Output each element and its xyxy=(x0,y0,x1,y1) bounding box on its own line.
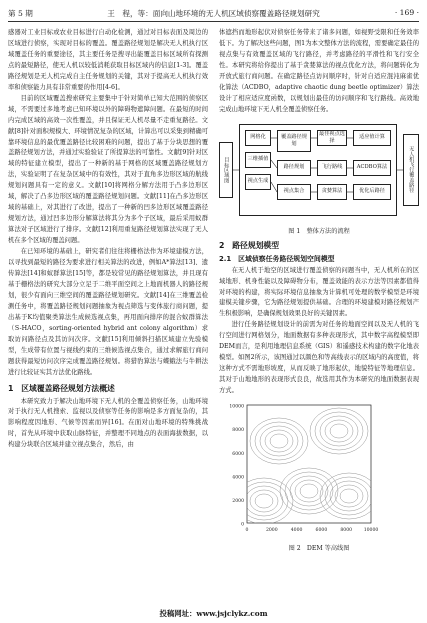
plot-frame xyxy=(247,405,371,523)
running-title: 王 程，等：面向山地环境的无人机区域侦察覆盖路径规划研究 xyxy=(107,9,320,18)
y-tick-label: 0 xyxy=(241,522,244,528)
flow-arrows xyxy=(219,120,419,224)
flow-box: 飞行路线 xyxy=(317,160,347,176)
flow-box: 贪婪算法 xyxy=(317,184,347,200)
paragraph: 在已知环境的基础上，研究者们往往将栅格法作为环境建模方法，以寻找到最短的路径为要求进行相关算法的改进，例如A*算法[13]、遗传算法[14]和蚁群算法[15]等，都是较常见的路径规划算法，并且现有基于栅格法的研究大部分立足于二维平面空间之上地面机器人的路径规划，很少有面向三维空间的覆盖路径规划研究。文献[14]在三维覆盖检测任务中，将覆盖路径规划问题抽象为视点筛选与变体旅行商问题，提出基于K均值聚类算法生成候选视点集，再用面向排序的混合蚁群算法（S-HACO，sorting-oriented hybrid ant colony algorithm）求取访问路径点及其访问次序。文献[15]利用倾斜扫描区域建立先验模型，生成带有位置与视线约束的三维候选视点集合，通过求解旅行商问题获得最短访问次序完成覆盖路径规划。将猎豹算法与蝶蛾法与牛耕法进行比较证实其方法优化路线。 xyxy=(8,248,208,376)
figure-caption: 图 2 DEM 等高线图 xyxy=(288,545,350,553)
flow-box-uav-path: 无人机飞行覆盖路径 xyxy=(403,134,419,206)
paragraph: 在无人机于地空的区域进行覆盖侦察的问题当中，无人机所在的区域地形、机身性能以及障碍物分布，覆盖效能的表示方法等因素都值得对环境的构建，将实际环境信息抽象为计算机可处理的数学模型是环境建模关键步骤，它为路径规划提供基础。合理的环境建模对路径规划产生积极影响，是确保规划效果良好的关键因素。 xyxy=(219,266,419,318)
paragraph: 本研究致力于解决山地环境下无人机的全覆盖侦察任务，山地环境对于执行无人机搜索、监视以及侦察等任务的影响是多方面复杂的，其影响程度因地形、气候等因素而异[16]。在面对山地环境的特殊挑战时，首先从环境中获取山脉特征，并整理不同地点的表面海拔数据，以构建分块联合区域并建立视点集合，然后，由 xyxy=(8,397,208,449)
paragraph: 目前的区域覆盖搜索研究主要集中于针对简单已知大范围的侦察区域，不需要过多地考虑已知环境以外的障碍物遮障问题。在最短的时间内完成区域的高效一次性覆盖，并且保证无人机尽量不走重复路径。文献[8]针对面积规模大、环境情况复杂的区域，计算出可以采集到精确可靠环境信息的最优覆盖路径比较困难的问题，提出了基于分块思想的覆盖路径规划方法，并通过实验验证了所提算法的可靠性。文献[9]针对区域的特征建立模型，提出了一种新的基于网格的区域覆盖路径规划方法，实验证明了在复杂区域中的有效性，其对于直角多边形区域的航线规划问题具有一定的意义。文献[10]将网格分解方法用于凸多边形区域，解决了凸多边形区域的覆盖路径规划问题。文献[11]在凸多边形区域的基础上，对其进行了改进，提出了一种新的凹多边形区域覆盖路径规划方法，通过凹多边形分解算法将其分为多个子区域，最后采用蚁群算法对子区域进行了排序。文献[12]利用重复路径规划算法实现了无人机在多个区域的覆盖问题。 xyxy=(8,94,208,245)
y-tick-label: 6000 xyxy=(232,451,244,457)
flow-box: 三维插值 xyxy=(245,152,271,168)
page-number: · 169 · xyxy=(394,8,419,17)
flow-box: 视点集合 xyxy=(277,184,311,200)
y-tick-label: 10000 xyxy=(229,404,244,410)
x-tick-label: 2000 xyxy=(265,528,278,534)
flow-box: 视点生成 xyxy=(245,174,271,190)
paragraph: 体遮挡而地形起伏对侦察任务带来了诸多问题，如视野受限和任务效率低下。为了解决这些问题，图1为本文整体方法的流程，需要确定最佳的视点集与有效覆盖区域的飞行路径，并考虑路径的平滑性和飞行安全性。本研究将给你提出了基于贪婪算法的视点优化方法，将问题转化为开放式旅行商问题。在确定路径点访问顺序时，针对自适应混沌麻雀优化算法（ACDBO，adaptive chaotic dung beetle optimizer）算法设计了相应适应度函数，以规划出最佳的访问顺序和飞行路线。高效地完成山地环境下无人机全覆盖侦察任务。 xyxy=(219,29,419,113)
paragraph: 感器对工业目标或农业目标进行自动化检测，通过对目标表面及周边的区域进行侦察，实现对目标的覆盖。覆盖路径规划是解决无人机执行区域覆盖任务的重要途径，其主要任务是搜寻出能覆盖目标区域所有探测点的最短路径，使无人机以较低消耗获取目标区域内的信息[1-3]。覆盖路径规划是无人机完成自主任务规划的关键，其对于提高无人机执行效率和侦察能力具有非常重要的作用[4-6]。 xyxy=(8,29,208,91)
figure-caption: 图 1 整体方法的流程 xyxy=(288,227,350,235)
footer-url: 投稿网址：www.jsjclykz.com xyxy=(159,609,268,618)
dem-contour-plot xyxy=(219,401,419,541)
flow-box-target-area: 目标区域图 xyxy=(219,142,233,198)
flow-box: 网格化 xyxy=(245,130,271,146)
x-tick-label: 0 xyxy=(245,528,249,534)
flow-box: 优化后路径 xyxy=(353,184,391,200)
y-tick-labels xyxy=(229,404,244,528)
issue-number: 第 5 期 xyxy=(8,9,33,18)
x-tick-label: 8000 xyxy=(340,528,353,534)
y-tick-label: 8000 xyxy=(232,428,244,434)
running-header xyxy=(8,8,419,22)
flow-box: 路径规划 xyxy=(277,160,311,176)
y-tick-label: 4000 xyxy=(232,475,244,481)
header-rule xyxy=(8,21,419,22)
x-tick-label: 10000 xyxy=(363,528,379,534)
left-column xyxy=(8,28,208,451)
x-tick-label: 6000 xyxy=(315,528,328,534)
flow-box: 最佳视点选择 xyxy=(317,130,347,146)
x-tick-labels xyxy=(246,527,379,533)
right-column xyxy=(219,28,419,553)
section-heading: 1 区域覆盖路径规划方法概述 xyxy=(8,383,115,393)
flow-box: ACDBO算法 xyxy=(353,160,391,176)
y-tick-label: 2000 xyxy=(232,499,244,505)
section-heading: 2 路径规划模型 xyxy=(219,240,280,250)
method-flow-figure xyxy=(219,120,419,224)
dem-contour-figure xyxy=(219,401,419,541)
subsection-heading: 2.1 区域侦察任务路径规划空间模型 xyxy=(219,254,335,263)
flow-box: 适应值计算 xyxy=(353,130,391,146)
flow-box: 覆盖路径规划 xyxy=(277,130,311,152)
paragraph: 进行任务路径规划设计的前需为对任务的地面空间以及无人机的飞行空间进行网格划分，地面数据有多种表现形式，其中数字高程模型即DEM而言，是利用地理信息系统（GIS）和遥感技术构建的数字化地表模型。如图2所示，该图通过以颜色和等高线表示的区域内的高度值，将这种方式不需地形坡度，从而反映了地形起伏，地貌特征等地理信息。其对于山地地形的表现形式良良，故选用其作为本研究的地面数据表现方式。 xyxy=(219,321,419,395)
x-tick-label: 4000 xyxy=(290,528,303,534)
